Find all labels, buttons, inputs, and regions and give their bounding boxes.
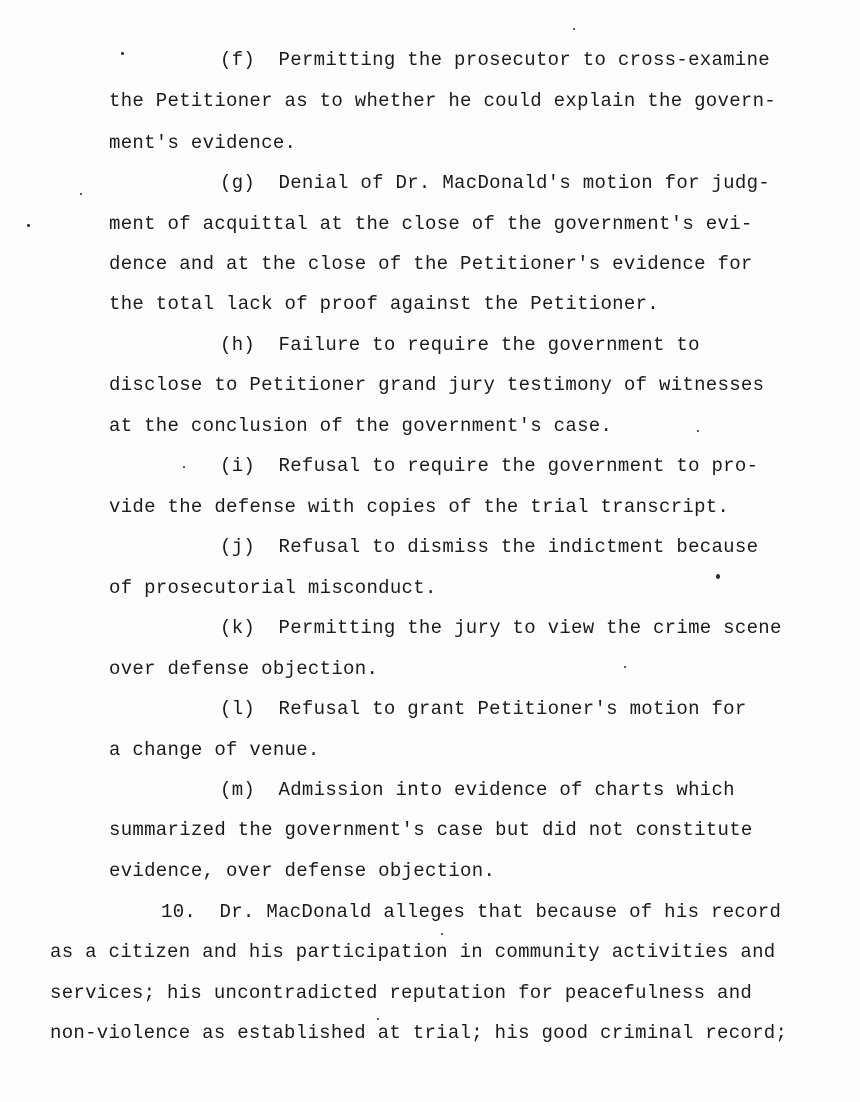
item-h-line-2: disclose to Petitioner grand jury testimony of witnesses [109, 374, 765, 396]
para-10-line-2: as a citizen and his participation in community activities and [50, 941, 776, 963]
item-i-line-1: (i) Refusal to require the government to pro- [220, 455, 759, 477]
item-g-line-1: (g) Denial of Dr. MacDonald's motion for judg- [220, 172, 770, 194]
item-m-line-1: (m) Admission into evidence of charts which [220, 779, 735, 801]
item-h-line-3: at the conclusion of the government's case. [109, 415, 613, 437]
item-g-line-4: the total lack of proof against the Petitioner. [109, 293, 659, 315]
item-f-line-3: ment's evidence. [109, 132, 297, 154]
item-m-line-3: evidence, over defense objection. [109, 860, 496, 882]
para-10-line-4: non-violence as established at trial; his good criminal record; [50, 1022, 788, 1044]
item-l-line-1: (l) Refusal to grant Petitioner's motion for [220, 698, 747, 720]
item-g-line-3: dence and at the close of the Petitioner's evidence for [109, 253, 753, 275]
item-g-line-2: ment of acquittal at the close of the government's evi- [109, 213, 753, 235]
item-j-line-2: of prosecutorial misconduct. [109, 577, 437, 599]
item-l-line-2: a change of venue. [109, 739, 320, 761]
scan-speck [27, 224, 30, 227]
item-h-line-1: (h) Failure to require the government to [220, 334, 700, 356]
scan-speck [624, 666, 626, 668]
item-j-line-1: (j) Refusal to dismiss the indictment because [220, 536, 759, 558]
scan-speck [183, 466, 185, 468]
scan-speck [716, 574, 720, 579]
scan-speck [697, 430, 699, 432]
scan-speck [573, 28, 575, 30]
scan-speck [121, 52, 124, 55]
para-10-line-1: 10. Dr. MacDonald alleges that because of his record [161, 901, 782, 923]
item-f-line-2: the Petitioner as to whether he could explain the govern- [109, 90, 777, 112]
item-k-line-2: over defense objection. [109, 658, 379, 680]
item-m-line-2: summarized the government's case but did not constitute [109, 819, 753, 841]
scan-speck [80, 193, 82, 195]
item-k-line-1: (k) Permitting the jury to view the crime scene [220, 617, 782, 639]
item-i-line-2: vide the defense with copies of the trial transcript. [109, 496, 730, 518]
scan-speck [441, 933, 443, 935]
para-10-line-3: services; his uncontradicted reputation for peacefulness and [50, 982, 753, 1004]
scan-speck [377, 1018, 379, 1020]
item-f-line-1: (f) Permitting the prosecutor to cross-examine [220, 49, 770, 71]
